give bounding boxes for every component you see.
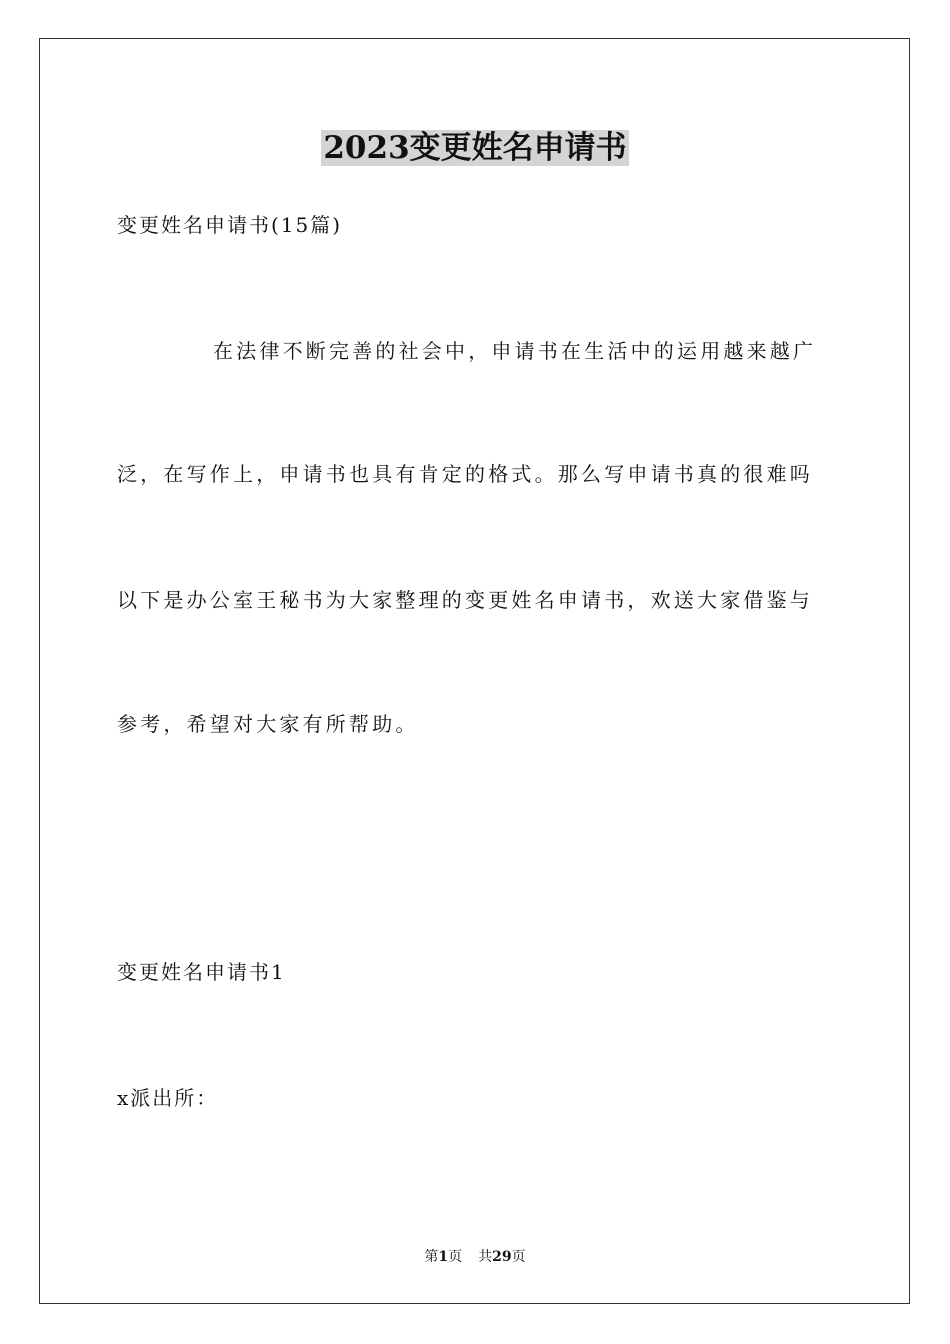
document-title [0,128,950,168]
page-number: 1 [438,1249,449,1265]
page-prefix: 第 [424,1249,439,1265]
intro-line-3: 以下是办公室王秘书为大家整理的变更姓名申请书，欢送大家借鉴与 [117,588,813,612]
total-suffix: 页 [511,1249,526,1265]
intro-line-2: 泛，在写作上，申请书也具有肯定的格式。那么写申请书真的很难吗 [117,462,813,486]
document-title-text: 2023变更姓名申请书 [323,130,627,166]
intro-line-1: 在法律不断完善的社会中，申请书在生活中的运用越来越广 [213,339,817,363]
intro-line-4: 参考，希望对大家有所帮助。 [117,712,419,736]
addressee-line: x派出所： [117,1086,219,1110]
section-heading: 变更姓名申请书1 [117,960,286,984]
total-prefix: 共 [478,1249,493,1265]
page-footer [0,1248,950,1266]
document-subtitle: 变更姓名申请书(15篇) [117,213,343,237]
page-suffix: 页 [448,1249,463,1265]
total-pages: 29 [492,1249,512,1265]
